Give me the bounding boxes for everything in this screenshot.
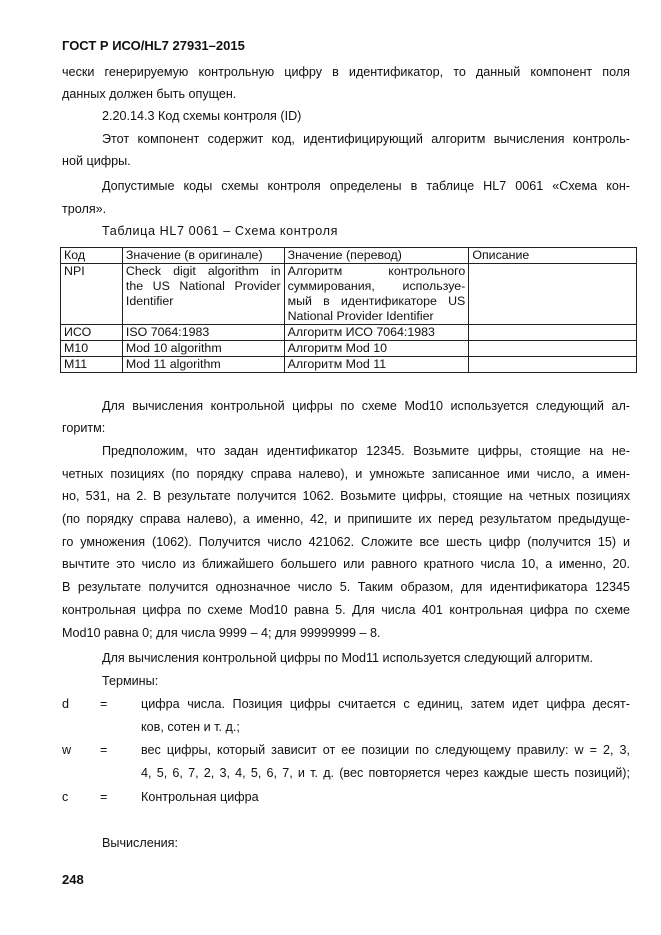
- text-line: вычтите это число из ближайшего большего или равного кратного числа 10, а именно, 20.: [62, 557, 630, 571]
- term-symbol: w: [62, 743, 72, 757]
- term-definition: Контрольная цифра: [141, 790, 259, 804]
- column-header-original: Значение (в оригинале): [122, 248, 284, 264]
- check-scheme-table: [60, 247, 637, 373]
- cell-translation: Алгоритм ИСО 7064:1983: [284, 325, 469, 341]
- text-line: контрольная цифра по схеме Mod10 равна 5. Для числа 401 контрольная цифра по схеме: [62, 603, 630, 617]
- page-number: 248: [62, 872, 84, 887]
- cell-translation: Алгоритм Mod 10: [284, 341, 469, 357]
- cell-line: Identifier: [125, 294, 174, 308]
- column-header-description: Описание: [469, 248, 637, 264]
- text-line: чески генерируемую контрольную цифру в идентификатор, то данный компонент поля: [62, 65, 630, 79]
- cell-line: Алгоритм контрольного: [287, 264, 466, 278]
- term-definition: вес цифры, который зависит от ее позиции по следующему правилу: w = 2, 3,: [141, 743, 630, 757]
- term-definition: цифра числа. Позиция цифры считается с единиц, затем идет цифра десят-: [141, 697, 630, 711]
- text-line: Допустимые коды схемы контроля определены в таблице HL7 0061 «Схема кон-: [102, 179, 630, 193]
- table-row: [61, 341, 637, 357]
- column-header-translation: Значение (перевод): [284, 248, 469, 264]
- cell-line: National Provider Identifier: [287, 309, 434, 323]
- table-header-row: [61, 248, 637, 264]
- text-line: горитм:: [62, 421, 106, 435]
- calculations-label: Вычисления:: [102, 836, 179, 850]
- cell-description: [469, 341, 637, 357]
- cell-description: [469, 357, 637, 373]
- term-symbol: d: [62, 697, 70, 711]
- cell-code: ИСО: [61, 325, 123, 341]
- cell-description: [469, 264, 637, 325]
- text-line: данных должен быть опущен.: [62, 87, 237, 101]
- cell-original: Mod 11 algorithm: [122, 357, 284, 373]
- section-heading: 2.20.14.3 Код схемы контроля (ID): [102, 109, 302, 123]
- text-line: (по порядку справа налево), а именно, 42, и припишите их перед результатом предыдуще-: [62, 512, 630, 526]
- text-line: ной цифры.: [62, 154, 131, 168]
- text-line: Для вычисления контрольной цифры по Mod11 используется следующий алгоритм.: [102, 651, 593, 665]
- cell-line: мый в идентификаторе US: [287, 294, 466, 308]
- text-line: Предположим, что задан идентификатор 12345. Возьмите цифры, стоящие на не-: [102, 444, 630, 458]
- text-line: троля».: [62, 202, 107, 216]
- term-definition: ков, сотен и т. д.;: [141, 720, 240, 734]
- cell-description: [469, 325, 637, 341]
- text-line: В результате получится однозначное число 5. Таким образом, для идентификатора 12345: [62, 580, 630, 594]
- term-equals: =: [100, 790, 108, 804]
- cell-translation: Алгоритм Mod 11: [284, 357, 469, 373]
- cell-original: ISO 7064:1983: [122, 325, 284, 341]
- cell-original: Mod 10 algorithm: [122, 341, 284, 357]
- cell-code: M11: [61, 357, 123, 373]
- term-symbol: c: [62, 790, 69, 804]
- text-line: го умножения (1062). Получится число 421062. Сложите все шесть цифр (получится 15) и: [62, 535, 630, 549]
- text-line: но, 531, на 2. В результате получится 1062. Возьмите цифры, стоящие на четных позициях: [62, 489, 630, 503]
- text-line: четных позициях (по порядку справа налево), и умножьте записанное ими число, а имен-: [62, 467, 630, 481]
- text-line: Для вычисления контрольной цифры по схеме Mod10 используется следующий ал-: [102, 399, 630, 413]
- table-row: [61, 325, 637, 341]
- document-header: ГОСТ Р ИСО/HL7 27931–2015: [62, 38, 245, 53]
- cell-line: the US National Provider: [125, 279, 281, 293]
- term-equals: =: [100, 697, 108, 711]
- term-definition: 4, 5, 6, 7, 2, 3, 4, 5, 6, 7, и т. д. (вес повторяется через каждые шесть позиций);: [141, 766, 630, 780]
- table-caption: Таблица HL7 0061 – Схема контроля: [102, 224, 338, 238]
- cell-line: Check digit algorithm in: [125, 264, 281, 278]
- table-row: [61, 264, 637, 325]
- terms-label: Термины:: [102, 674, 159, 688]
- cell-translation: [284, 264, 469, 325]
- cell-code: NPI: [61, 264, 123, 325]
- term-equals: =: [100, 743, 108, 757]
- cell-code: M10: [61, 341, 123, 357]
- column-header-code: Код: [61, 248, 123, 264]
- text-line: Mod10 равна 0; для числа 9999 – 4; для 99999999 – 8.: [62, 626, 381, 640]
- cell-original: [122, 264, 284, 325]
- text-line: Этот компонент содержит код, идентифицирующий алгоритм вычисления контроль-: [102, 132, 630, 146]
- table-row: [61, 357, 637, 373]
- cell-line: суммирования, используе-: [287, 279, 466, 293]
